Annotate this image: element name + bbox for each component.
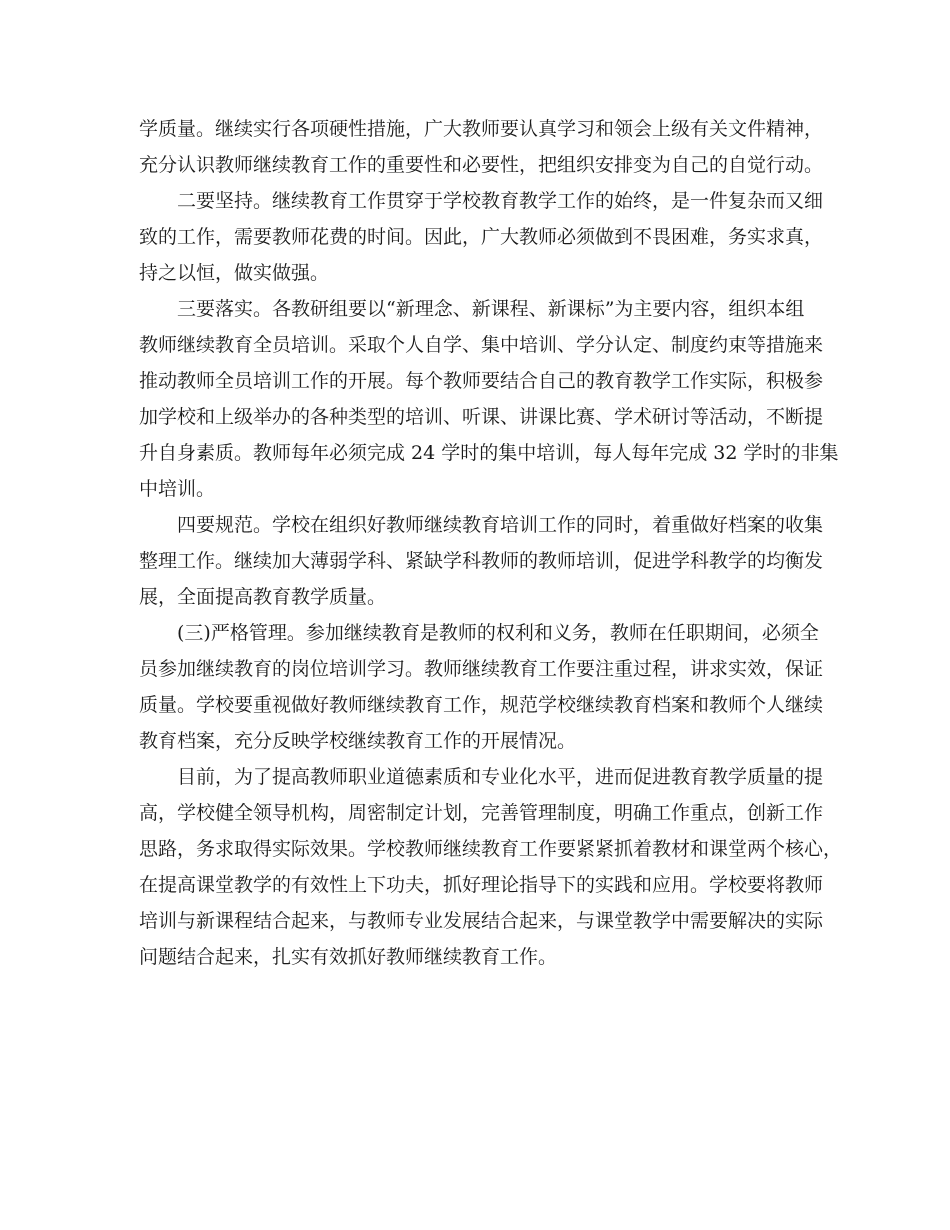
text-line: 致的工作，需要教师花费的时间。因此，广大教师必须做到不畏困难，务实求真， <box>139 226 824 248</box>
text-line: 升自身素质。教师每年必须完成 24 学时的集中培训，每人每年完成 32 学时的非集 <box>139 442 839 464</box>
text-line: 思路，务求取得实际效果。学校教师继续教育工作要紧紧抓着教材和课堂两个核心， <box>139 838 843 860</box>
text-line: 整理工作。继续加大薄弱学科、紧缺学科教师的教师培训，促进学科教学的均衡发 <box>139 550 824 572</box>
text-line: 三要落实。各教研组要以“新理念、新课程、新课标”为主要内容，组织本组 <box>177 298 805 320</box>
text-line: 二要坚持。继续教育工作贯穿于学校教育教学工作的始终，是一件复杂而又细 <box>177 190 824 212</box>
text-line: 加学校和上级举办的各种类型的培训、听课、讲课比赛、学术研讨等活动，不断提 <box>139 406 824 428</box>
text-line: 展，全面提高教育教学质量。 <box>139 586 387 608</box>
text-line: 问题结合起来，扎实有效抓好教师继续教育工作。 <box>139 946 558 968</box>
text-line: 推动教师全员培训工作的开展。每个教师要结合自己的教育教学工作实际，积极参 <box>139 370 824 392</box>
text-line: 充分认识教师继续教育工作的重要性和必要性，把组织安排变为自己的自觉行动。 <box>139 154 824 176</box>
text-line: 目前，为了提高教师职业道德素质和专业化水平，进而促进教育教学质量的提 <box>177 766 824 788</box>
text-line: 质量。学校要重视做好教师继续教育工作，规范学校继续教育档案和教师个人继续 <box>139 694 824 716</box>
text-line: 员参加继续教育的岗位培训学习。教师继续教育工作要注重过程，讲求实效，保证 <box>139 658 824 680</box>
text-line: 培训与新课程结合起来，与教师专业发展结合起来，与课堂教学中需要解决的实际 <box>139 910 824 932</box>
text-line: 在提高课堂教学的有效性上下功夫，抓好理论指导下的实践和应用。学校要将教师 <box>139 874 824 896</box>
text-line: 四要规范。学校在组织好教师继续教育培训工作的同时，着重做好档案的收集 <box>177 514 824 536</box>
text-line: 中培训。 <box>139 478 216 500</box>
text-line: 持之以恒，做实做强。 <box>139 262 330 284</box>
text-line: (三)严格管理。参加继续教育是教师的权利和义务，教师在任职期间，必须全 <box>177 622 819 644</box>
text-line: 教师继续教育全员培训。采取个人自学、集中培训、学分认定、制度约束等措施来 <box>139 334 824 356</box>
text-line: 学质量。继续实行各项硬性措施，广大教师要认真学习和领会上级有关文件精神， <box>139 118 824 140</box>
text-line: 高，学校健全领导机构，周密制定计划，完善管理制度，明确工作重点，创新工作 <box>139 802 824 824</box>
text-line: 教育档案，充分反映学校继续教育工作的开展情况。 <box>139 730 577 752</box>
